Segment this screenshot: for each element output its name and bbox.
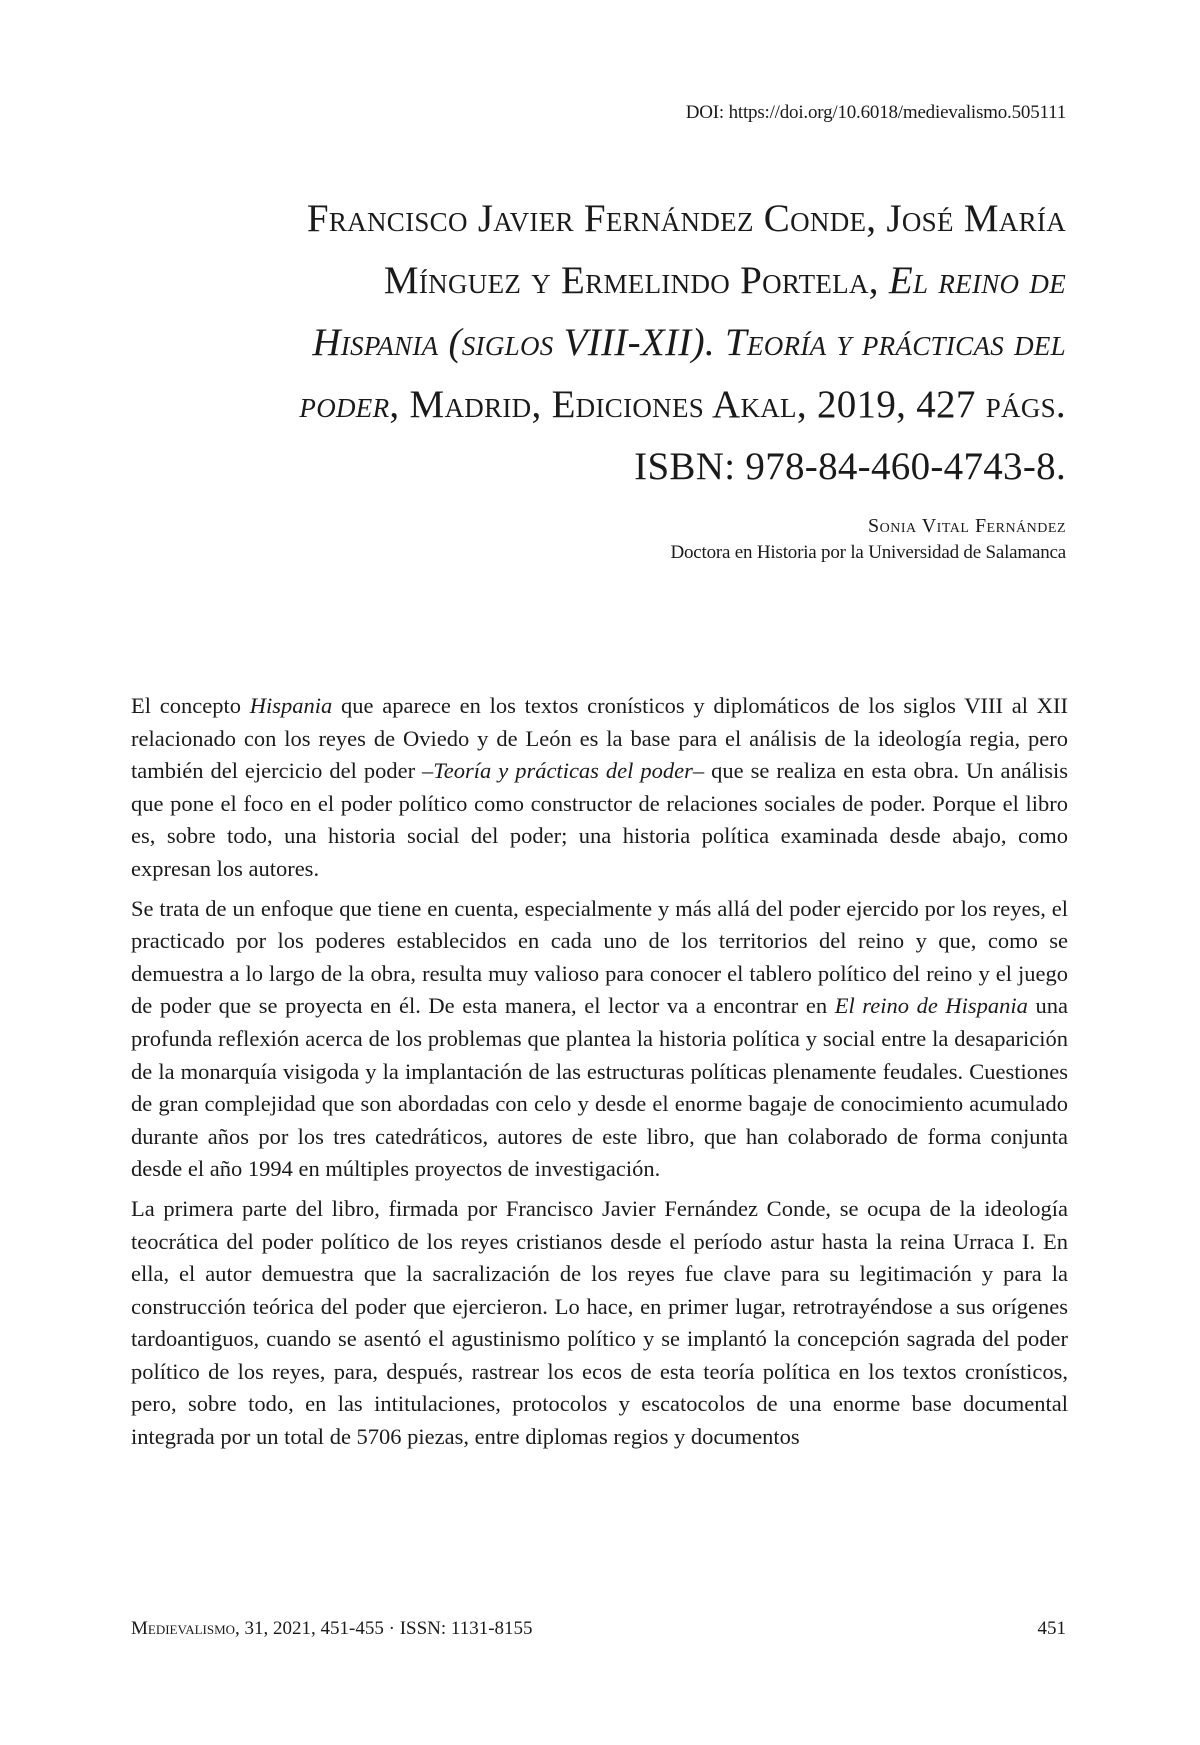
- title-book-1: El reino de: [888, 259, 1066, 302]
- footer-citation-block: [131, 1618, 533, 1640]
- p1-text-a: El concepto: [131, 693, 250, 718]
- review-body: [131, 690, 1068, 1461]
- author-affiliation: Doctora en Historia por la Universidad de Salamanca: [670, 542, 1066, 563]
- title-line-2: [150, 250, 1066, 312]
- p2-italic-title: El reino de Hispania: [834, 993, 1028, 1019]
- paragraph-2: [131, 893, 1068, 1186]
- footer-citation: , 31, 2021, 451-455 · ISSN: 1131-8155: [235, 1618, 533, 1639]
- paragraph-1: [131, 690, 1068, 886]
- title-year: 2019: [816, 383, 897, 426]
- title-book-2: Hispania (siglos: [312, 321, 564, 364]
- title-publisher: , Madrid, Ediciones Akal,: [389, 383, 817, 426]
- title-pages-count: 427: [916, 383, 976, 426]
- title-line-4: [150, 374, 1066, 436]
- title-authors-1: Francisco Javier Fernández Conde, José María: [306, 197, 1066, 240]
- author-block: [670, 515, 1066, 564]
- title-line-5: [150, 436, 1066, 498]
- title-line-1: [150, 188, 1066, 250]
- footer-journal: Medievalismo: [131, 1618, 236, 1639]
- author-name: Sonia Vital Fernández: [867, 515, 1066, 537]
- p1-text-c: que aparece en los textos cronísticos y diplomáticos de los siglos VIII al XII relacionado con los reyes de Oviedo y de León es la base para el análisis de la ideología regia, pero también del ejercicio del poder –: [131, 693, 1068, 784]
- page-footer: [131, 1618, 1066, 1640]
- p1-text-e: – que se realiza en esta obra. Un análisis que pone el foco en el poder político como constructor de relaciones sociales de poder. Porque el libro es, sobre todo, una historia social del poder; una historia política examinada desde abajo, como expresan los autores.: [131, 758, 1068, 881]
- p1-italic-subtitle: Teoría y prácticas del poder: [433, 758, 693, 784]
- title-isbn: ISBN: 978-84-460-4743-8.: [634, 445, 1066, 488]
- p2-text-c: una profunda reflexión acerca de los problemas que plantea la historia política y social entre la desaparición de la monarquía visigoda y la implantación de las estructuras políticas plenamente feudales. Cuestiones de gran complejidad que son abordadas con celo y desde el enorme bagaje de conocimiento acumulado durante años por los tres catedráticos, autores de este libro, que han colaborado de forma conjunta desde el año 1994 en múltiples proyectos de investigación.: [131, 993, 1069, 1182]
- p2-text-a: Se trata de un enfoque que tiene en cuenta, especialmente y más allá del poder ejercido por los reyes, el practicado por los poderes establecidos en cada uno de los territorios del reino y que, como se demuestra a lo largo de la obra, resulta muy valioso para conocer el tablero político del reino y el juego de poder que se proyecta en él. De esta manera, el lector va a encontrar en: [131, 895, 1068, 1019]
- title-book-4: poder: [299, 383, 390, 426]
- title-line-3: [150, 312, 1066, 374]
- title-book-3: ). Teoría y prácticas del: [691, 321, 1066, 364]
- paragraph-3: La primera parte del libro, firmada por Francisco Javier Fernández Conde, se ocupa de la ideología teocrática del poder político de los reyes cristianos desde el período astur hasta la reina Urraca I. En ella, el autor demuestra que la sacralización de los reyes fue clave para su legitimación y para la construcción teórica del poder que ejercieron. Lo hace, en primer lugar, retrotrayéndose a sus orígenes tardoantiguos, cuando se asentó el agustinismo político y se implantó la concepción sagrada del poder político de los reyes, para, después, rastrear los ecos de esta teoría política en los textos cronísticos, pero, sobre todo, en las intitulaciones, protocolos y escatocolos de una enorme base documental integrada por un total de 5706 piezas, entre diplomas regios y documentos: [131, 1195, 1068, 1450]
- title-book-centuries: VIII-XII: [563, 321, 692, 364]
- title-pages-label: págs.: [975, 383, 1066, 426]
- title-authors-2: Mínguez y Ermelindo Portela,: [383, 259, 889, 302]
- title-sep: ,: [896, 383, 917, 426]
- p1-italic-hispania: Hispania: [249, 693, 333, 718]
- page-number: 451: [1037, 1618, 1066, 1639]
- doi-line[interactable]: DOI: https://doi.org/10.6018/medievalismo.505111: [685, 102, 1066, 123]
- review-title: [150, 188, 1066, 498]
